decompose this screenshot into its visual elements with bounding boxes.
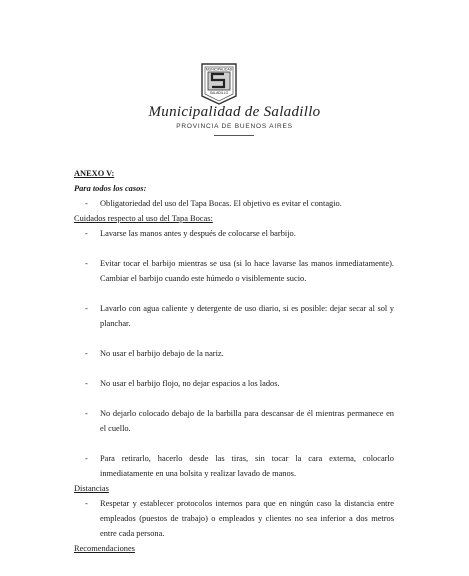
list-dash: - (85, 199, 88, 208)
care-item-3 (74, 301, 394, 331)
list-dash: - (85, 409, 88, 418)
care-item-text: No usar el barbijo debajo de la nariz. (100, 349, 224, 358)
header-divider (214, 135, 254, 136)
care-item-5 (74, 376, 394, 391)
care-item-4 (74, 346, 394, 361)
care-item-text: No usar el barbijo flojo, no dejar espacios a los lados. (100, 379, 280, 388)
distance-item-text: Respetar y establecer protocolos internos para que en ningún caso la distancia entre empleados (puestos de trabajo) o empleados y clientes no sea inferior a dos metros entre cada persona. (100, 499, 394, 538)
care-item-6 (74, 406, 394, 436)
list-dash: - (85, 229, 88, 238)
intro-item-text: Obligatoriedad del uso del Tapa Bocas. El objetivo es evitar el contagio. (100, 199, 342, 208)
care-item-1 (74, 226, 394, 241)
care-item-text: Lavarlo con agua caliente y detergente de uso diario, si es posible: dejar secar al sol y planchar. (100, 304, 394, 328)
list-dash: - (85, 499, 88, 508)
list-dash: - (85, 259, 88, 268)
crest-bottom-text: SALADILLO (209, 91, 229, 95)
annex-title: ANEXO V: (74, 169, 115, 178)
care-item-2 (74, 256, 394, 286)
recommendations-heading: Recomendaciones (74, 544, 135, 553)
distance-heading: Distancias (74, 484, 109, 493)
document-body (74, 166, 394, 556)
care-heading: Cuidados respecto al uso del Tapa Bocas: (74, 214, 213, 223)
annex-subtitle: Para todos los casos: (74, 184, 147, 193)
list-dash: - (85, 349, 88, 358)
care-item-7 (74, 451, 394, 481)
municipality-name: Municipalidad de Saladillo (148, 104, 321, 120)
care-item-text: Evitar tocar el barbijo mientras se usa (si lo hace lavarse las manos inmediatamente). Cambiar el barbijo cuando este húmedo o visiblemente sucio. (100, 259, 394, 283)
letterhead (0, 0, 469, 150)
care-item-text: Lavarse las manos antes y después de colocarse el barbijo. (100, 229, 296, 238)
municipal-crest-icon (196, 60, 242, 106)
intro-item (74, 196, 394, 211)
list-dash: - (85, 379, 88, 388)
crest-top-text: MUNICIPALIDAD (205, 67, 233, 72)
list-dash: - (85, 304, 88, 313)
province-name: PROVINCIA DE BUENOS AIRES (176, 123, 293, 130)
care-item-text: Para retirarlo, hacerlo desde las tiras, sin tocar la cara externa, colocarlo inmediatamente en una bolsita y realizar lavado de manos. (100, 454, 394, 478)
list-dash: - (85, 454, 88, 463)
care-item-text: No dejarlo colocado debajo de la barbilla para descansar de él mientras permanece en el cuello. (100, 409, 394, 433)
distance-item-1 (74, 496, 394, 541)
